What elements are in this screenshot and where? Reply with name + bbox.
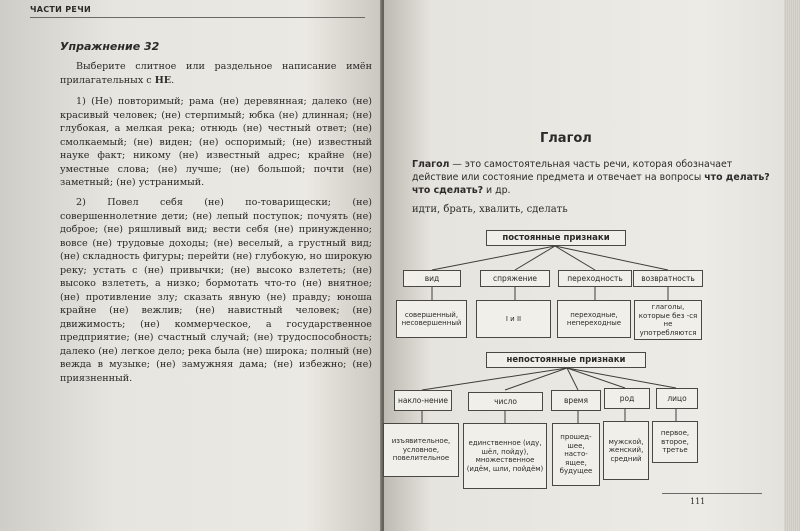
definition-question-1: что делать? [704,172,770,183]
detail-tense: прошед-шее, насто-ящее, будущее [552,423,600,486]
constant-features-header: постоянные признаки [486,230,626,246]
chapter-title: Глагол [540,131,592,146]
instruction-emph: НЕ [154,74,172,86]
detail-person: первое, второе, третье [652,421,698,463]
detail-reflexivity: глаголы, которые без -ся не употребляются [634,300,702,340]
category-number: число [468,392,543,411]
category-transitivity: переходность [558,270,632,287]
detail-transitivity: переходные, непереходные [557,300,631,338]
category-tense: время [551,390,601,411]
footer-rule [662,493,762,494]
instruction-after: . [171,74,175,86]
running-head: ЧАСТИ РЕЧИ [30,5,91,14]
exercise-title: Упражнение 32 [60,40,160,53]
detail-gender: мужской, женский, средний [603,421,649,480]
category-person: лицо [656,388,698,409]
detail-conjugation: I и II [476,300,551,338]
category-mood: накло-нение [394,390,452,411]
variable-features-header: непостоянные признаки [486,352,646,368]
detail-number: единственное (иду, шёл, пойду), множественное (идём, шли, пойдём) [463,423,547,489]
category-reflexivity: возвратность [633,270,703,287]
definition-question-2: что сделать? [412,185,484,196]
detail-mood: изъявительное, условное, повелительное [383,423,459,477]
category-gender: род [604,388,650,409]
instruction-before: Выберите слитное или раздельное написание имён прилагательных с [60,61,372,86]
verb-examples: идти, брать, хвалить, сделать [412,204,568,215]
exercise-paragraph-1: 1) (Не) повторимый; рама (не) деревянная; далеко (не) красивый человек; (не) стерпимый; юбка (не) длинная; (не) глубокая, а мелкая река; отнюдь (не) честный ответ; (не) смолкаемый; (не) виден; (не) оспоримый; (не) известный науке факт; никому (не) известный адрес; крайне (не) уместные слова; (не) лучше; (не) большой; почти (не) заметный; (не) устранимый. [60,96,372,188]
category-aspect: вид [403,270,461,287]
page-number: 111 [690,497,706,506]
exercise-paragraph-2: 2) Повел себя (не) по-товарищески; (не) совершеннолетние дети; (не) лепый поступок; почуять (не) доброе; (не) ряшливый вид; вести себя (не) принужденно; вовсе (не) трудовые доходы; (не) веселый, а грустный вид; (не) складность фигуры; перейти (не) глубокую, но широкую реку; устать с (не) привычки; (не) высоко взлететь; (не) высоко взлететь, а низко; бормотать что-то (не) внятное; (не) противление злу; сказать явную (не) правду; юноша крайне (не) вежлив; (не) навистный человек; (не) движимость; (не) коммерческое, а государственное предприятие; (не) счастный случай; (не) трудоспособность; далеко (не) легкое дело; река была (не) широка; полный (не) вежда в музыке; (не) замужняя дама; (не) избежно; (не) приязненный. [60,197,372,384]
detail-aspect: совершенный, несовершенный [396,300,467,338]
definition-term: Глагол [412,159,450,170]
definition-end: и др. [483,185,511,196]
definition-text: — это самостоятельная часть речи, которая обозначает действие или состояние предмета и отвечает на вопросы [412,159,733,183]
category-conjugation: спряжение [480,270,550,287]
